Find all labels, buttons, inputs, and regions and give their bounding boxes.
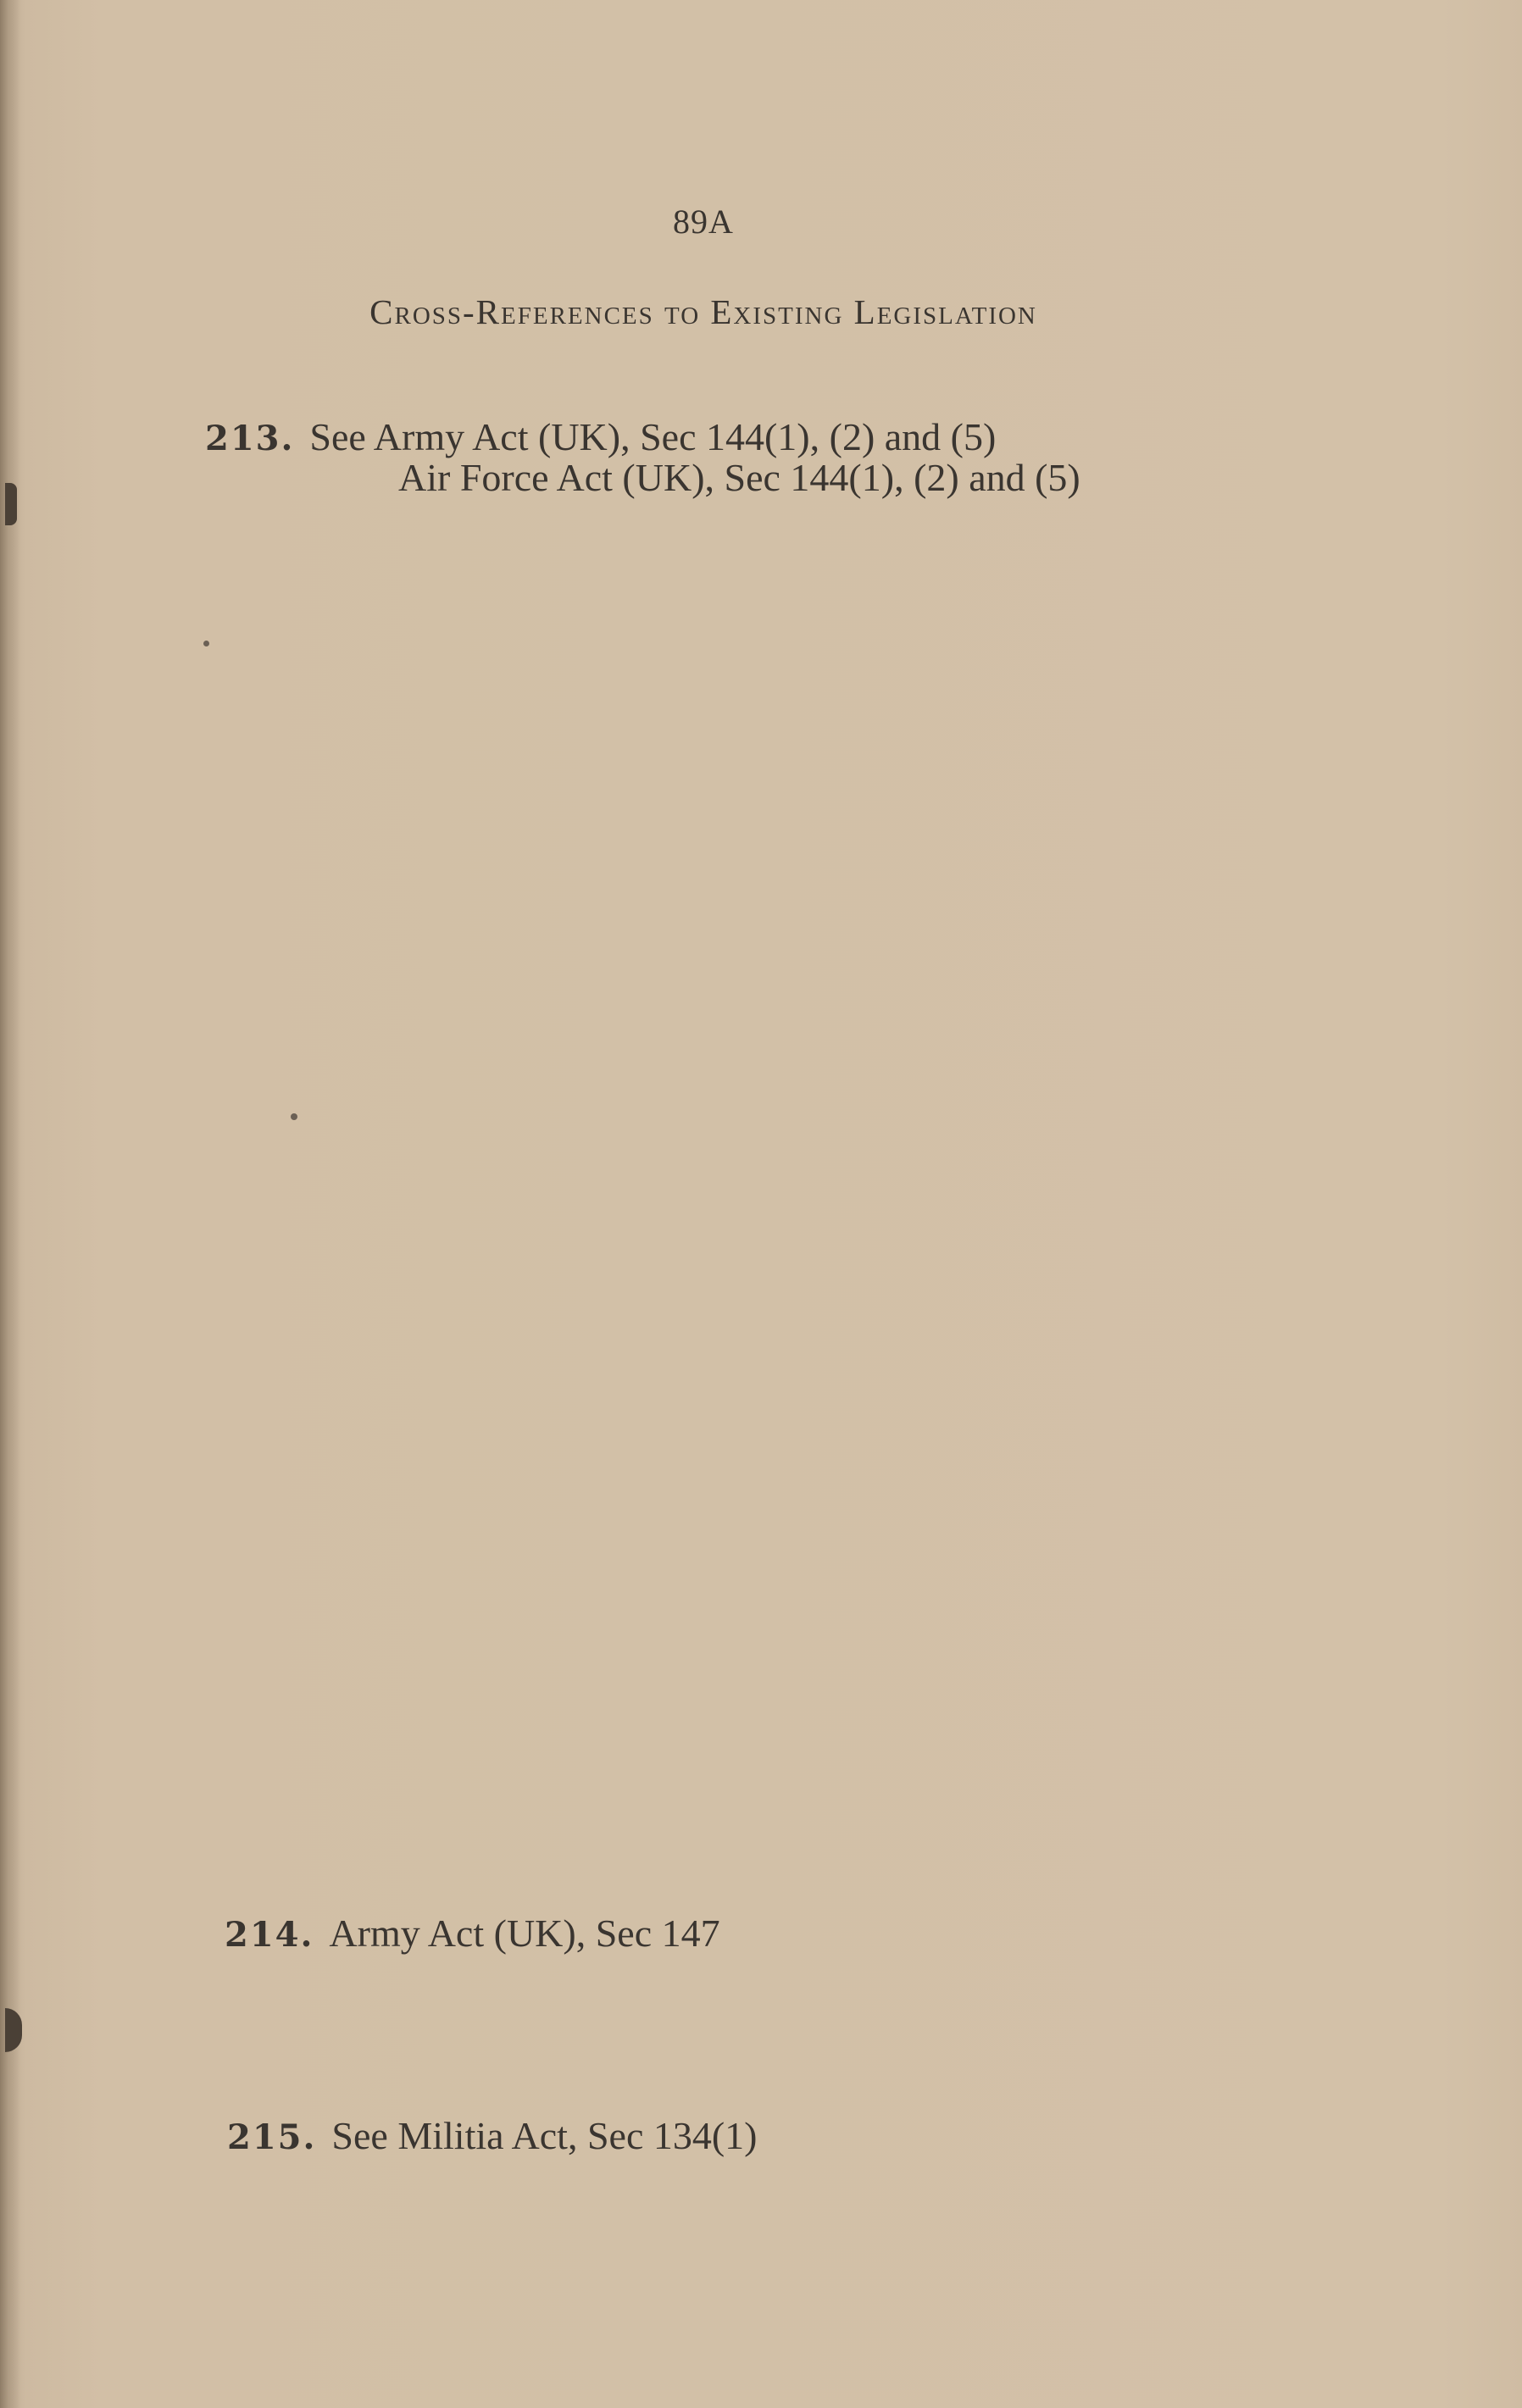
entry-text: Air Force Act (UK), Sec 144(1), (2) and (5) [398, 456, 1080, 499]
entry-text: Army Act (UK), Sec 147 [329, 1911, 720, 1955]
entry-214 [225, 1913, 720, 1956]
entry-213-continuation [398, 458, 1080, 498]
paper-speck [291, 1113, 297, 1120]
page-number: 89A [673, 203, 734, 241]
section-title: Cross-References to Existing Legislation [369, 292, 1037, 331]
binding-mark-top [5, 483, 17, 525]
entry-text: See Militia Act, Sec 134(1) [331, 2114, 758, 2157]
entry-number: 213. [205, 419, 295, 458]
entry-text: See Army Act (UK), Sec 144(1), (2) and (5) [309, 415, 997, 458]
entry-number: 214. [225, 1915, 314, 1955]
entry-215 [227, 2116, 758, 2158]
entry-number: 215. [227, 2117, 317, 2157]
paper-speck [203, 641, 209, 646]
entry-213 [205, 417, 996, 459]
